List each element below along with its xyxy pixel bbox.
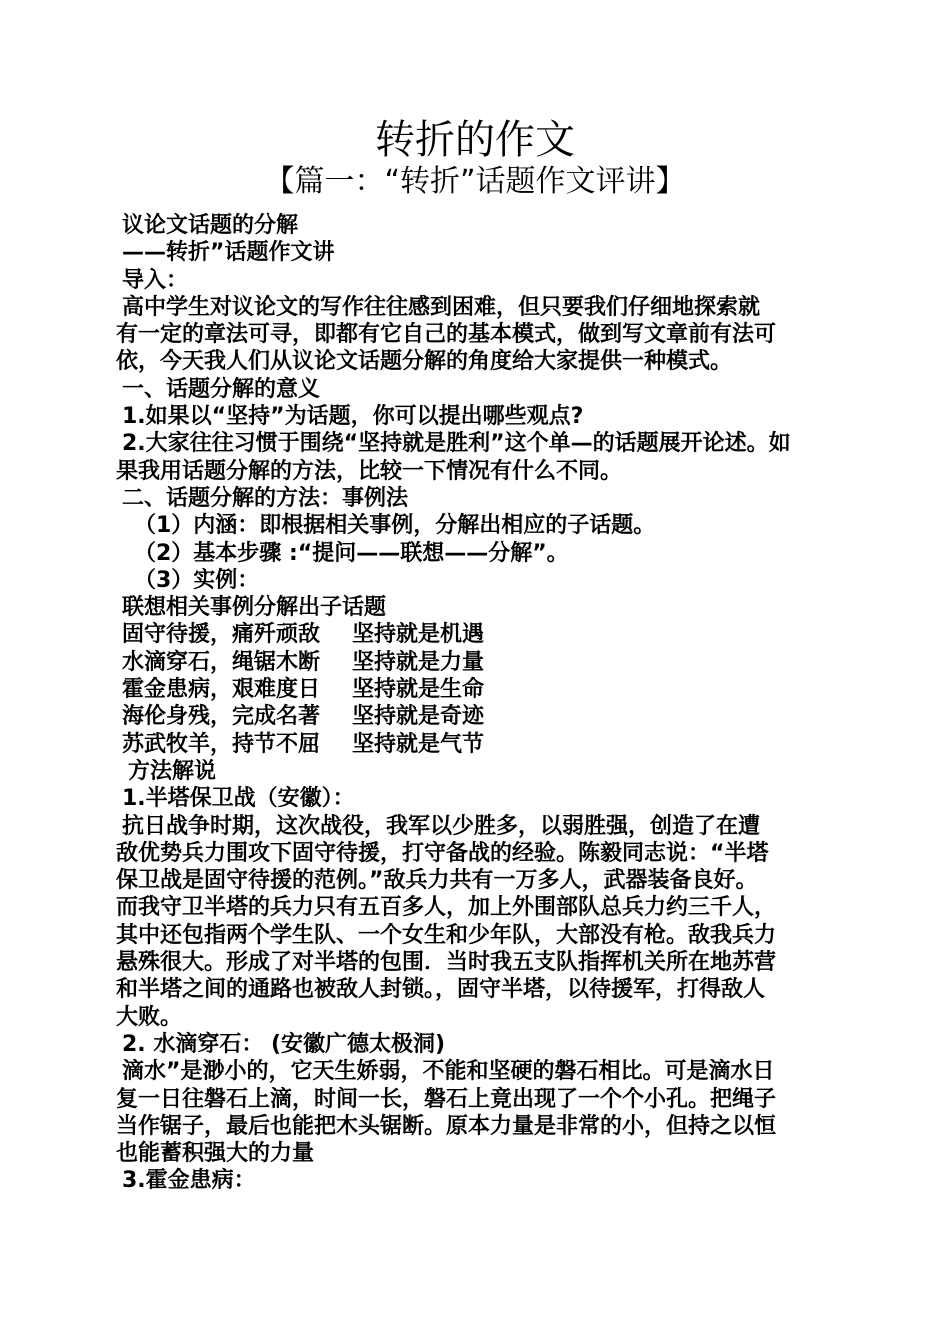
- paragraph-line: 抗日战争时期，这次战役，我军以少胜多，以弱胜强，创造了在遭: [122, 813, 761, 839]
- paragraph-line: 敌优势兵力围攻下固守待援，打守备战的经验。陈毅同志说：“半塔: [116, 840, 769, 866]
- question-1: 1.如果以“坚持”为话题，你可以提出哪些观点?: [122, 404, 584, 430]
- intro-label: 导入：: [122, 267, 189, 293]
- example-row: [116, 731, 838, 758]
- example-topic: 坚持就是力量: [352, 649, 485, 675]
- method-explain-heading: 方法解说: [128, 758, 217, 784]
- section-subheading: ——转折”话题作文讲: [122, 240, 335, 266]
- question-2: 2.大家往往习惯于围绕“坚持就是胜利”这个单—的话题展开论述。如: [122, 431, 791, 457]
- section-heading-2: 二、话题分解的方法：事例法: [122, 485, 409, 511]
- method-item-2: （2）基本步骤 :“提问——联想——分解”。: [134, 540, 569, 566]
- example-row: [116, 649, 838, 676]
- paragraph-line: 当作锯子，最后也能把木头锯断。原本力量是非常的小，但持之以恒: [116, 1113, 777, 1139]
- page-subtitle: 【篇一：“转折”话题作文评讲】: [264, 164, 686, 199]
- paragraph-line: 复一日往磐石上滴，时间一长，磐石上竟出现了一个个小孔。把绳子: [116, 1086, 777, 1112]
- case-heading-3: 3.霍金患病：: [122, 1168, 256, 1194]
- example-topic: 坚持就是奇迹: [352, 704, 485, 730]
- paragraph-line: 滴水”是渺小的，它天生娇弱，不能和坚硬的磐石相比。可是滴水日: [122, 1059, 775, 1085]
- example-row: [116, 676, 838, 703]
- example-event: 水滴穿石，绳锯木断: [122, 649, 321, 675]
- method-item-3: （3）实例：: [134, 567, 260, 593]
- paragraph-line: 有一定的章法可寻，即都有它自己的基本模式，做到写文章前有法可: [116, 322, 777, 348]
- case-heading-2: 2. 水滴穿石： (安徽广德太极洞): [122, 1031, 446, 1057]
- paragraph-line: 也能蓄积强大的力量: [116, 1141, 315, 1167]
- paragraph-line: 和半塔之间的通路也被敌人封锁。，固守半塔，以待援军，打得敌人: [116, 977, 766, 1003]
- example-event: 霍金患病，艰难度日: [122, 677, 321, 703]
- example-event: 苏武牧羊，持节不屈: [122, 731, 321, 757]
- paragraph-line: 保卫战是固守待援的范例。”敌兵力共有一万多人，武器装备良好。: [116, 868, 758, 894]
- example-topic: 坚持就是生命: [352, 677, 485, 703]
- example-row: [116, 621, 838, 648]
- document-body: [116, 212, 838, 1195]
- examples-heading: 联想相关事例分解出子话题: [122, 595, 387, 621]
- paragraph-line: 大败。: [116, 1004, 183, 1030]
- paragraph-line: 而我守卫半塔的兵力只有五百多人，加上外围部队总兵力约三千人，: [116, 895, 777, 921]
- method-item-1: （1）内涵：即根据相关事例，分解出相应的子话题。: [134, 513, 656, 539]
- page-title: 转折的作文: [375, 117, 575, 163]
- example-event: 海伦身残，完成名著: [122, 704, 321, 730]
- example-topic: 坚持就是气节: [352, 731, 485, 757]
- paragraph-line: 依，今天我人们从议论文话题分解的角度给大家提供一种模式。: [116, 349, 733, 375]
- case-heading-1: 1.半塔保卫战（安徽）：: [122, 786, 355, 812]
- paragraph-line: 果我用话题分解的方法，比较一下情况有什么不同。: [116, 458, 623, 484]
- section-heading-1: 一、话题分解的意义: [122, 376, 321, 402]
- paragraph-line: 悬殊很大。形成了对半塔的包围．当时我五支队指挥机关所在地苏营: [116, 950, 777, 976]
- example-topic: 坚持就是机遇: [352, 622, 485, 648]
- section-heading: 议论文话题的分解: [122, 213, 299, 238]
- example-event: 固守待援，痛歼顽敌: [122, 622, 321, 648]
- example-row: [116, 703, 838, 730]
- paragraph-line: 其中还包指两个学生队、一个女生和少年队，大部没有枪。敌我兵力: [116, 922, 777, 948]
- paragraph-line: 高中学生对议论文的写作往往感到困难，但只要我们仔细地探索就: [122, 294, 761, 320]
